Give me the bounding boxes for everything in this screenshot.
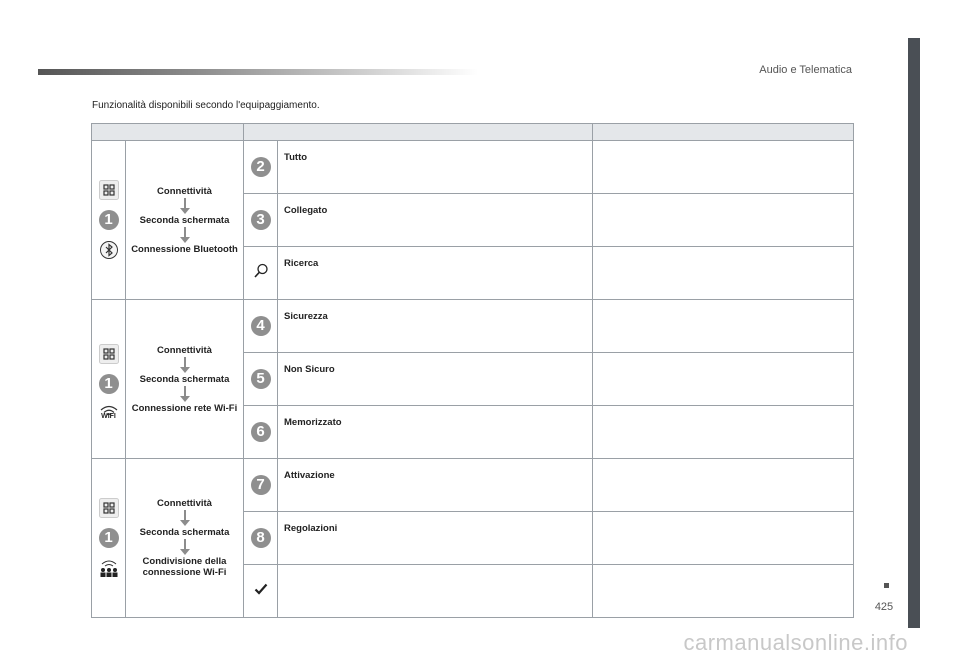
description-cell bbox=[593, 353, 854, 406]
description-cell bbox=[593, 300, 854, 353]
path-step: Seconda schermata bbox=[139, 373, 230, 385]
path-step: Connettività bbox=[157, 344, 212, 356]
marker-cell bbox=[244, 353, 278, 406]
table-row bbox=[92, 300, 854, 353]
description-cell bbox=[593, 247, 854, 300]
section-title: Audio e Telematica bbox=[759, 64, 852, 76]
item-label: Non Sicuro bbox=[278, 353, 593, 406]
table-header-row bbox=[92, 124, 854, 141]
bluetooth-icon bbox=[99, 240, 119, 260]
item-badge: 5 bbox=[251, 369, 271, 389]
item-badge: 2 bbox=[251, 157, 271, 177]
step-badge: 1 bbox=[99, 528, 119, 548]
item-label: Collegato bbox=[278, 194, 593, 247]
description-cell bbox=[593, 194, 854, 247]
step-badge: 1 bbox=[99, 210, 119, 230]
description-cell bbox=[593, 459, 854, 512]
item-badge: 3 bbox=[251, 210, 271, 230]
item-badge: 7 bbox=[251, 475, 271, 495]
path-step: Seconda schermata bbox=[139, 527, 230, 538]
description-cell bbox=[593, 406, 854, 459]
arrow-down-icon bbox=[179, 386, 191, 402]
arrow-down-icon bbox=[179, 227, 191, 243]
header-cell bbox=[593, 124, 854, 141]
apps-grid-icon bbox=[99, 498, 119, 518]
wifi-label: WIFI bbox=[101, 413, 116, 420]
arrow-down-icon bbox=[179, 357, 191, 373]
search-icon bbox=[253, 263, 269, 279]
item-badge: 4 bbox=[251, 316, 271, 336]
share-users-icon bbox=[98, 558, 120, 578]
marker-cell bbox=[244, 459, 278, 512]
arrow-down-icon bbox=[179, 198, 191, 214]
item-label: Regolazioni bbox=[278, 512, 593, 565]
marker-cell bbox=[244, 247, 278, 300]
path-step: Connettività bbox=[157, 185, 212, 197]
item-badge: 6 bbox=[251, 422, 271, 442]
path-step: Connettività bbox=[157, 498, 212, 509]
header-gradient-bar bbox=[38, 69, 478, 75]
path-step: Connessione Bluetooth bbox=[131, 243, 238, 255]
table-row bbox=[92, 141, 854, 194]
marker-cell bbox=[244, 512, 278, 565]
group-icons-cell bbox=[92, 300, 126, 459]
page-marker bbox=[884, 583, 889, 588]
description-cell bbox=[593, 565, 854, 618]
item-label: Sicurezza bbox=[278, 300, 593, 353]
item-label: Tutto bbox=[278, 141, 593, 194]
path-step: Connessione rete Wi-Fi bbox=[131, 402, 238, 414]
item-label: Attivazione bbox=[278, 459, 593, 512]
path-step: Condivisione della connessione Wi-Fi bbox=[142, 556, 227, 578]
header-cell bbox=[244, 124, 593, 141]
marker-cell bbox=[244, 194, 278, 247]
group-icons-cell bbox=[92, 459, 126, 618]
marker-cell bbox=[244, 565, 278, 618]
description-cell bbox=[593, 512, 854, 565]
page-number: 425 bbox=[874, 601, 894, 613]
menu-path-cell bbox=[126, 300, 244, 459]
arrow-down-icon bbox=[179, 510, 191, 526]
group-icons-cell bbox=[92, 141, 126, 300]
header-cell bbox=[92, 124, 244, 141]
item-label bbox=[278, 565, 593, 618]
marker-cell bbox=[244, 300, 278, 353]
menu-path-cell bbox=[126, 459, 244, 618]
features-table bbox=[91, 123, 854, 618]
table-row bbox=[92, 459, 854, 512]
marker-cell bbox=[244, 141, 278, 194]
watermark: carmanualsonline.info bbox=[683, 630, 908, 655]
checkmark-icon bbox=[254, 583, 268, 595]
marker-cell bbox=[244, 406, 278, 459]
menu-path-cell bbox=[126, 141, 244, 300]
item-label: Ricerca bbox=[278, 247, 593, 300]
item-label: Memorizzato bbox=[278, 406, 593, 459]
item-badge: 8 bbox=[251, 528, 271, 548]
step-badge: 1 bbox=[99, 374, 119, 394]
description-cell bbox=[593, 141, 854, 194]
apps-grid-icon bbox=[99, 344, 119, 364]
page-edge-strip bbox=[908, 38, 920, 628]
intro-text: Funzionalità disponibili secondo l'equipaggiamento. bbox=[92, 100, 320, 111]
apps-grid-icon bbox=[99, 180, 119, 200]
path-step: Seconda schermata bbox=[139, 214, 230, 226]
arrow-down-icon bbox=[179, 539, 191, 555]
